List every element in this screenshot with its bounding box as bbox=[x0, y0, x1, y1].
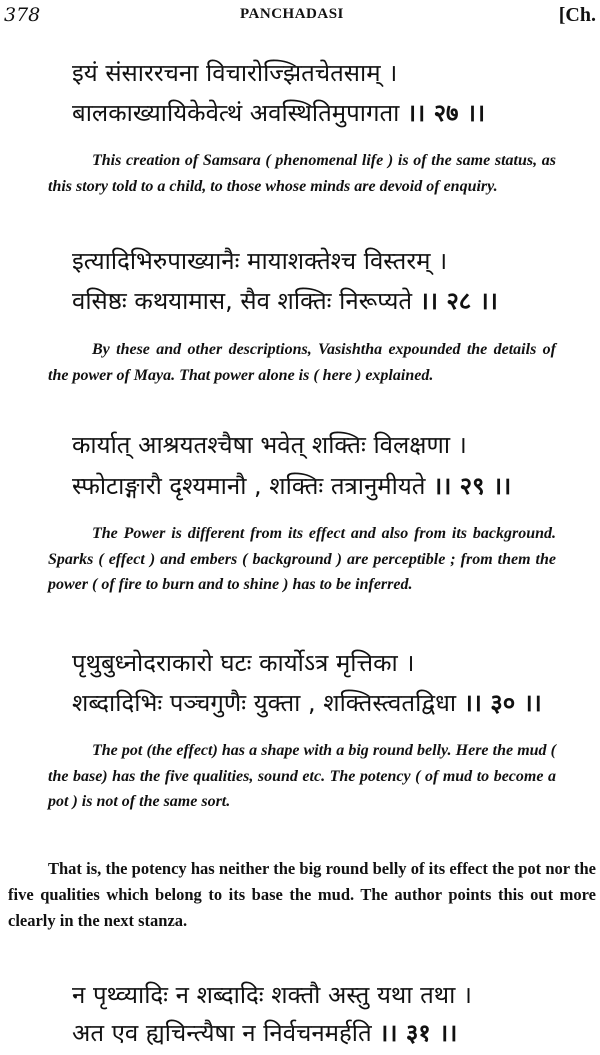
chapter-mark: [Ch. bbox=[558, 4, 596, 26]
verse-number: ।। २७ ।। bbox=[407, 99, 486, 127]
verse-text: स्फोटाङ्गारौ दृश्यमानौ , शक्तिः तत्रानुमीयते bbox=[72, 472, 426, 500]
verse-text: शब्दादिभिः पञ्चगुणैः युक्ता , शक्तिस्त्वतद्विधा bbox=[72, 689, 457, 717]
verse-number: ।। ३१ ।। bbox=[379, 1019, 458, 1047]
commentary-text: That is, the potency has neither the big round belly of its effect the pot nor the five qualities which belong to its base the mud. The author points this out more clearly in the next stanza. bbox=[8, 859, 596, 930]
verse-text: अत एव ह्यचिन्त्यैषा न निर्वचनमर्हति bbox=[72, 1019, 372, 1047]
translation-text: By these and other descriptions, Vasishtha expounded the details of the power of Maya. That power alone is ( here ) explained. bbox=[48, 341, 556, 384]
verse-line-2 bbox=[72, 471, 511, 501]
verse-line-1: इत्यादिभिरुपाख्यानैः मायाशक्तेश्च विस्तरम् । bbox=[72, 247, 448, 275]
verse-line-1: इयं संसाररचना विचारोज्झितचेतसाम् । bbox=[72, 59, 398, 87]
verse-line-1: न पृथ्व्यादिः न शब्दादिः शक्तौ अस्तु यथा तथा । bbox=[72, 981, 473, 1009]
page-number: 378 bbox=[4, 4, 41, 26]
verse-line-2 bbox=[72, 98, 485, 128]
verse-number: ।। २८ ।। bbox=[419, 287, 498, 315]
translation-text: The Power is different from its effect and also from its background. Sparks ( effect ) and embers ( background ) are perceptible ; from them the power ( of fire to burn and to shine ) has to be inferred. bbox=[48, 525, 556, 593]
translation-30 bbox=[48, 738, 556, 815]
verse-line-2 bbox=[72, 286, 498, 316]
verse-line-1: पृथुबुध्नोदराकारो घटः कार्योऽत्र मृत्तिका । bbox=[72, 649, 415, 677]
verse-text: बालकाख्यायिकेवेत्थं अवस्थितिमुपागता bbox=[72, 99, 400, 127]
translation-28 bbox=[48, 337, 556, 388]
verse-number: ।। ३० ।। bbox=[463, 689, 542, 717]
commentary bbox=[8, 856, 596, 934]
verse-number: ।। २९ ।। bbox=[433, 472, 512, 500]
verse-text: वसिष्ठः कथयामास, सैव शक्तिः निरूप्यते bbox=[72, 287, 413, 315]
translation-text: The pot (the effect) has a shape with a big round belly. Here the mud ( the base) has the five qualities, sound etc. The potency ( of mud to become a pot ) is not of the same sort. bbox=[48, 742, 556, 810]
running-title: PANCHADASI bbox=[240, 6, 344, 22]
verse-line-2 bbox=[72, 1018, 457, 1048]
translation-29 bbox=[48, 521, 556, 598]
page-header bbox=[0, 4, 600, 30]
verse-line-2 bbox=[72, 688, 542, 718]
verse-line-1: कार्यात् आश्रयतश्चैषा भवेत् शक्तिः विलक्षणा । bbox=[72, 431, 467, 459]
translation-text: This creation of Samsara ( phenomenal life ) is of the same status, as this story told to a child, to those whose minds are devoid of enquiry. bbox=[48, 152, 556, 195]
translation-27 bbox=[48, 148, 556, 199]
